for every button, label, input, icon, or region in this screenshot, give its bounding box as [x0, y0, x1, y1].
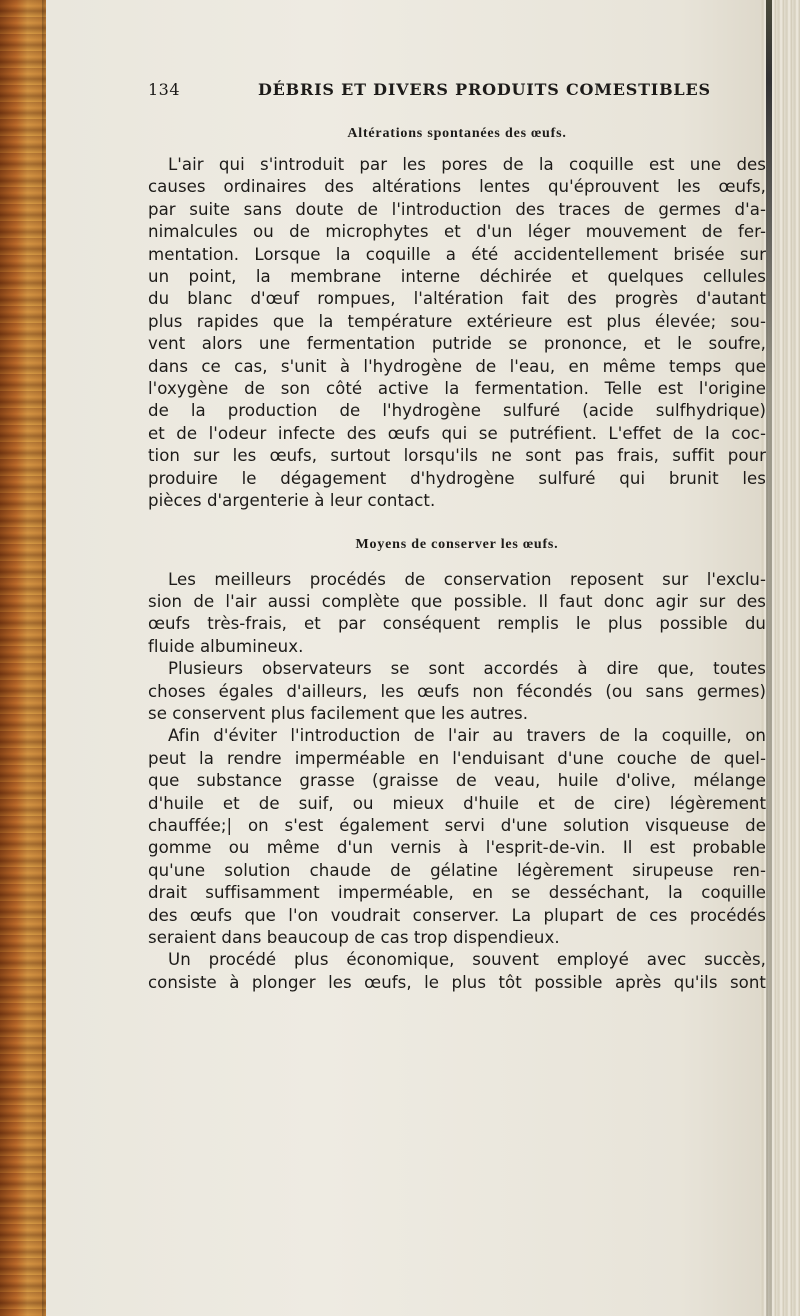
running-title: DÉBRIS ET DIVERS PRODUITS COMESTIBLES [258, 80, 711, 99]
text-line: drait suffisamment imperméable, en se desséchant, la coquille [148, 883, 766, 903]
text-line: que substance grasse (graisse de veau, huile d'olive, mélange [148, 771, 766, 791]
text-line: fluide albumineux. [148, 636, 304, 656]
text-line: un point, la membrane interne déchirée et quelques cellules [148, 267, 766, 287]
text-line: et de l'odeur infecte des œufs qui se putréfient. L'effet de la coc- [148, 423, 766, 443]
book-binding [0, 0, 46, 1316]
text-line: du blanc d'œuf rompues, l'altération fait des progrès d'autant [148, 289, 766, 309]
paragraph-conservation-1 [148, 569, 766, 659]
section-title-conservation: Moyens de conserver les œufs. [355, 536, 559, 552]
text-line: se conservent plus facilement que les autres. [148, 703, 529, 723]
text-line: par suite sans doute de l'introduction des traces de germes d'a- [148, 199, 766, 219]
text-line: vent alors une fermentation putride se prononce, et le soufre, [148, 334, 766, 354]
page-number: 134 [148, 80, 181, 99]
text-line: Un procédé plus économique, souvent employé avec succès, [168, 950, 766, 970]
text-line: dans ce cas, s'unit à l'hydrogène de l'eau, en même temps que [148, 356, 766, 376]
paragraph-conservation-2 [148, 658, 766, 725]
text-line: mentation. Lorsque la coquille a été accidentellement brisée sur [148, 244, 766, 264]
section-title-alterations: Altérations spontanées des œufs. [347, 126, 567, 141]
text-line: plus rapides que la température extérieure est plus élevée; sou- [148, 311, 766, 331]
text-line: pièces d'argenterie à leur contact. [148, 491, 436, 511]
text-line: L'air qui s'introduit par les pores de la coquille est une des [168, 155, 766, 174]
text-line: Les meilleurs procédés de conservation reposent sur l'exclu- [168, 569, 766, 589]
text-line: Plusieurs observateurs se sont accordés à dire que, toutes [168, 659, 766, 679]
text-line: d'huile et de suif, ou mieux d'huile et de cire) légèrement [148, 793, 766, 813]
paragraph-conservation-4 [148, 949, 766, 994]
text-line: chauffée;| on s'est également servi d'une solution visqueuse de [148, 815, 766, 835]
text-line: causes ordinaires des altérations lentes qu'éprouvent les œufs, [148, 177, 766, 197]
text-line: sion de l'air aussi complète que possible. Il faut donc agir sur des [148, 591, 766, 611]
text-line: nimalcules ou de microphytes et d'un léger mouvement de fer- [148, 222, 766, 242]
text-line: peut la rendre imperméable en l'enduisant d'une couche de quel- [148, 748, 766, 768]
text-line: choses égales d'ailleurs, les œufs non fécondés (ou sans germes) [148, 681, 766, 701]
page-content [148, 80, 766, 994]
text-line: seraient dans beaucoup de cas trop dispendieux. [148, 928, 560, 947]
text-line: qu'une solution chaude de gélatine légèrement sirupeuse ren- [148, 860, 766, 880]
text-line: œufs très-frais, et par conséquent remplis le plus possible du [148, 614, 766, 634]
text-line: produire le dégagement d'hydrogène sulfuré qui brunit les [148, 468, 766, 488]
paragraph-alterations [148, 154, 766, 513]
text-line: tion sur les œufs, surtout lorsqu'ils ne sont pas frais, suffit pour [148, 446, 766, 466]
text-line: l'oxygène de son côté active la fermentation. Telle est l'origine [148, 379, 766, 399]
paragraph-conservation-3 [148, 725, 766, 949]
text-line: gomme ou même d'un vernis à l'esprit-de-vin. Il est probable [148, 838, 766, 858]
text-line: consiste à plonger les œufs, le plus tôt possible après qu'ils sont [148, 972, 766, 992]
running-header [148, 80, 766, 110]
page-edges [760, 0, 800, 1316]
text-line: de la production de l'hydrogène sulfuré (acide sulfhydrique) [148, 401, 766, 421]
text-line: Afin d'éviter l'introduction de l'air au travers de la coquille, on [168, 726, 766, 746]
text-line: des œufs que l'on voudrait conserver. La plupart de ces procédés [148, 905, 766, 925]
